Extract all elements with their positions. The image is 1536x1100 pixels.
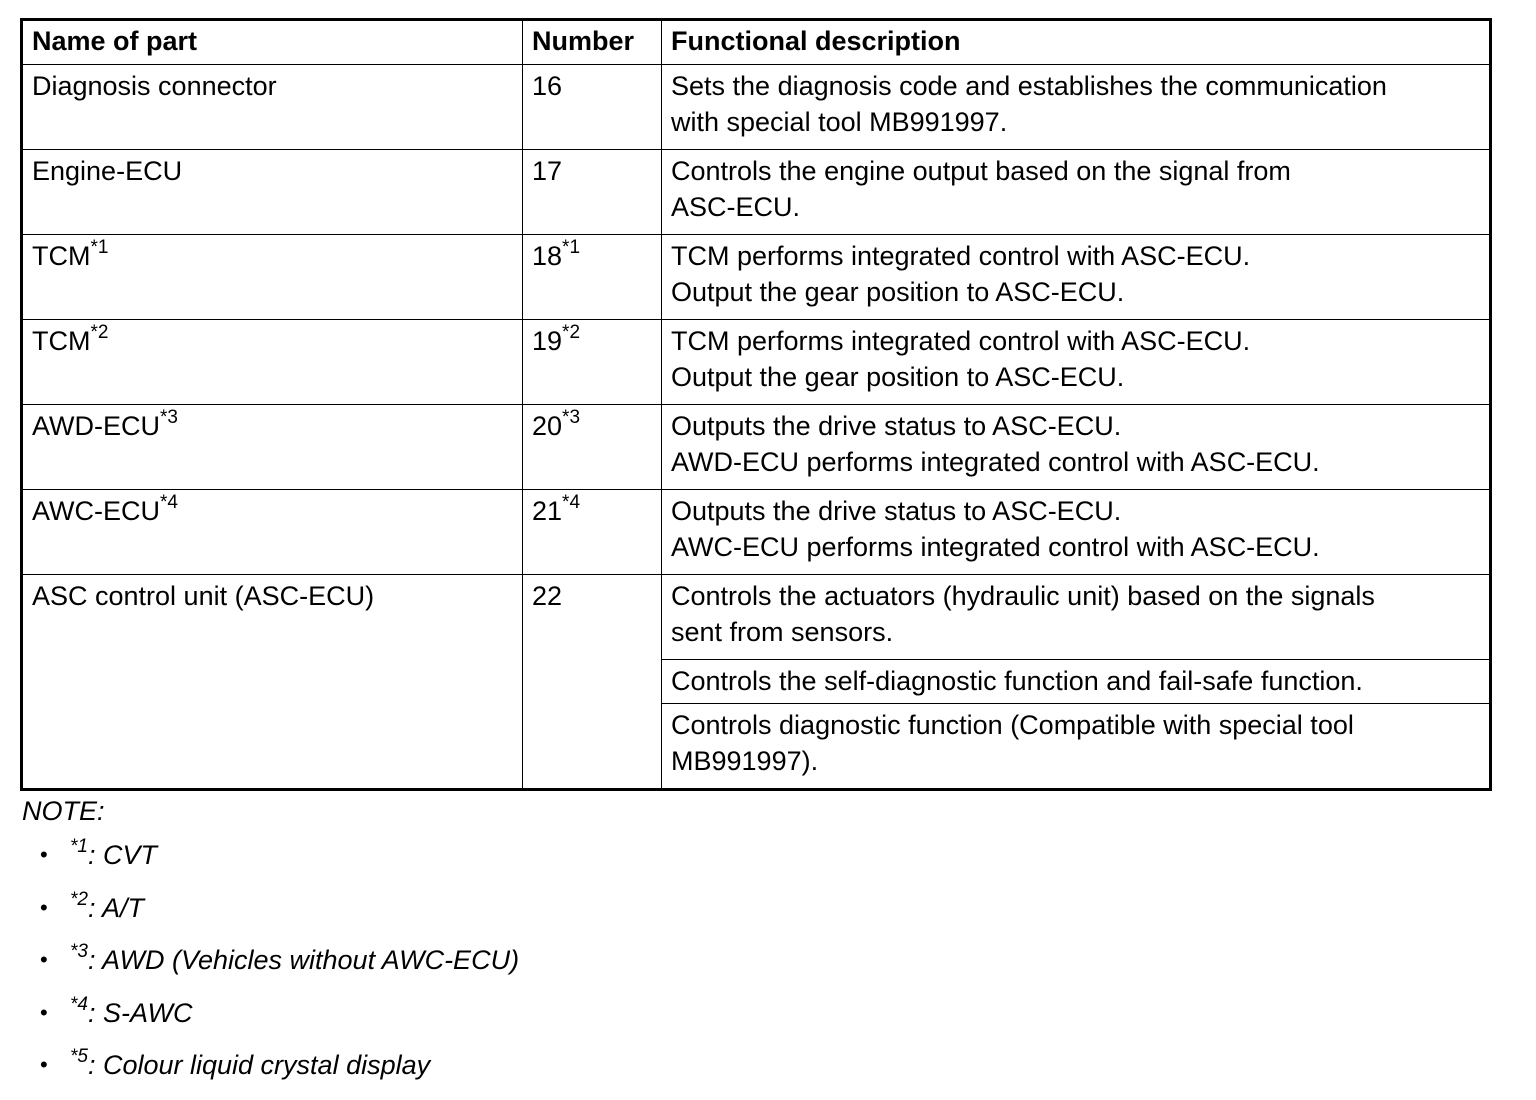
part-number: 19 [532,326,563,356]
part-description-cell [662,575,1491,660]
part-number: 17 [532,156,563,186]
note-text: : CVT [87,840,157,870]
part-number: 18 [532,241,563,271]
part-name: ASC control unit (ASC-ECU) [32,581,375,611]
part-description-cell [662,405,1491,490]
header-functional-description: Functional description [662,20,1491,65]
part-number-cell [523,575,662,790]
description-line: Outputs the drive status to ASC-ECU. [671,496,1122,526]
footnote-marker: *2 [70,888,88,910]
footnote-marker: *4 [160,492,178,513]
part-number: 20 [532,411,563,441]
part-description-cell [662,320,1491,405]
table-row [22,65,1491,150]
footnote-marker: *2 [562,322,581,343]
footnote-marker: *1 [90,237,109,258]
part-name-cell [22,490,523,575]
table-header-row [22,20,1491,65]
description-line: Controls the engine output based on the signal from [671,156,1291,186]
description-line: Controls diagnostic function (Compatible with special tool [671,710,1354,740]
part-name: TCM [32,241,91,271]
part-number-cell [523,150,662,235]
part-number-cell [523,405,662,490]
description-line: AWD-ECU performs integrated control with ASC-ECU. [671,447,1320,477]
description-line: TCM performs integrated control with ASC-ECU. [671,241,1251,271]
part-description-cell [662,704,1491,790]
table-row [22,235,1491,320]
footnote-marker: *4 [70,993,88,1015]
note-item [20,995,1490,1048]
part-name-cell [22,575,523,790]
footnote-marker: *3 [562,407,581,428]
part-description-cell [662,490,1491,575]
part-name: AWD-ECU [32,411,160,441]
description-line: Controls the actuators (hydraulic unit) based on the signals [671,581,1375,611]
part-number-cell [523,320,662,405]
part-name: TCM [32,326,91,356]
bullet-icon: • [40,947,48,972]
part-number-cell [523,65,662,150]
part-number: 21 [532,496,563,526]
part-name-cell [22,405,523,490]
description-line: Outputs the drive status to ASC-ECU. [671,411,1122,441]
part-description-cell [662,65,1491,150]
description-line: Output the gear position to ASC-ECU. [671,277,1125,307]
part-number: 16 [532,71,563,101]
document [20,18,1490,1100]
note-text: : Colour liquid crystal display [87,1050,431,1080]
bullet-icon: • [40,1052,48,1077]
note-item [20,837,1490,890]
table-row [22,490,1491,575]
footnote-marker: *1 [70,836,88,857]
part-name-cell [22,320,523,405]
part-description-cell [662,235,1491,320]
description-line: MB991997). [671,746,819,776]
bullet-icon: • [40,999,48,1025]
footnote-marker: *5 [70,1046,88,1067]
table-row [22,150,1491,235]
part-name: Diagnosis connector [32,71,277,101]
note-title: NOTE: [22,796,105,826]
description-line: with special tool MB991997. [671,107,1008,137]
note-list [20,837,1490,1100]
description-line: Controls the self-diagnostic function and fail-safe function. [671,666,1363,696]
part-number: 22 [532,581,563,611]
footnote-marker: *2 [90,322,109,343]
header-number: Number [523,20,662,65]
part-name-cell [22,235,523,320]
table-row [22,320,1491,405]
footnote-marker: *3 [160,407,178,428]
part-number-cell [523,490,662,575]
note-text: : S-AWC [87,997,193,1028]
footnote-marker: *1 [562,237,581,258]
note-text: : AWD (Vehicles without AWC-ECU) [87,945,520,975]
table-row [22,405,1491,490]
note-item [20,890,1490,943]
parts-table [20,18,1492,791]
description-line: Sets the diagnosis code and establishes the communication [671,71,1387,101]
part-number-cell [523,235,662,320]
part-name-cell [22,150,523,235]
header-name-of-part: Name of part [22,20,523,65]
note-text: : A/T [87,892,144,923]
description-line: TCM performs integrated control with ASC-ECU. [671,326,1251,356]
description-line: Output the gear position to ASC-ECU. [671,362,1125,392]
part-name: Engine-ECU [32,156,183,186]
note-item [20,942,1490,995]
description-line: AWC-ECU performs integrated control with ASC-ECU. [671,532,1320,562]
bullet-icon: • [40,842,48,867]
description-line: sent from sensors. [671,617,894,647]
part-name: AWC-ECU [32,496,160,526]
part-description-cell [662,660,1491,704]
description-line: ASC-ECU. [671,192,801,222]
footnote-marker: *3 [70,941,88,962]
footnote-marker: *4 [562,492,581,513]
bullet-icon: • [40,894,48,920]
table-row [22,575,1491,660]
note-item [20,1047,1490,1100]
part-description-cell [662,150,1491,235]
part-name-cell [22,65,523,150]
